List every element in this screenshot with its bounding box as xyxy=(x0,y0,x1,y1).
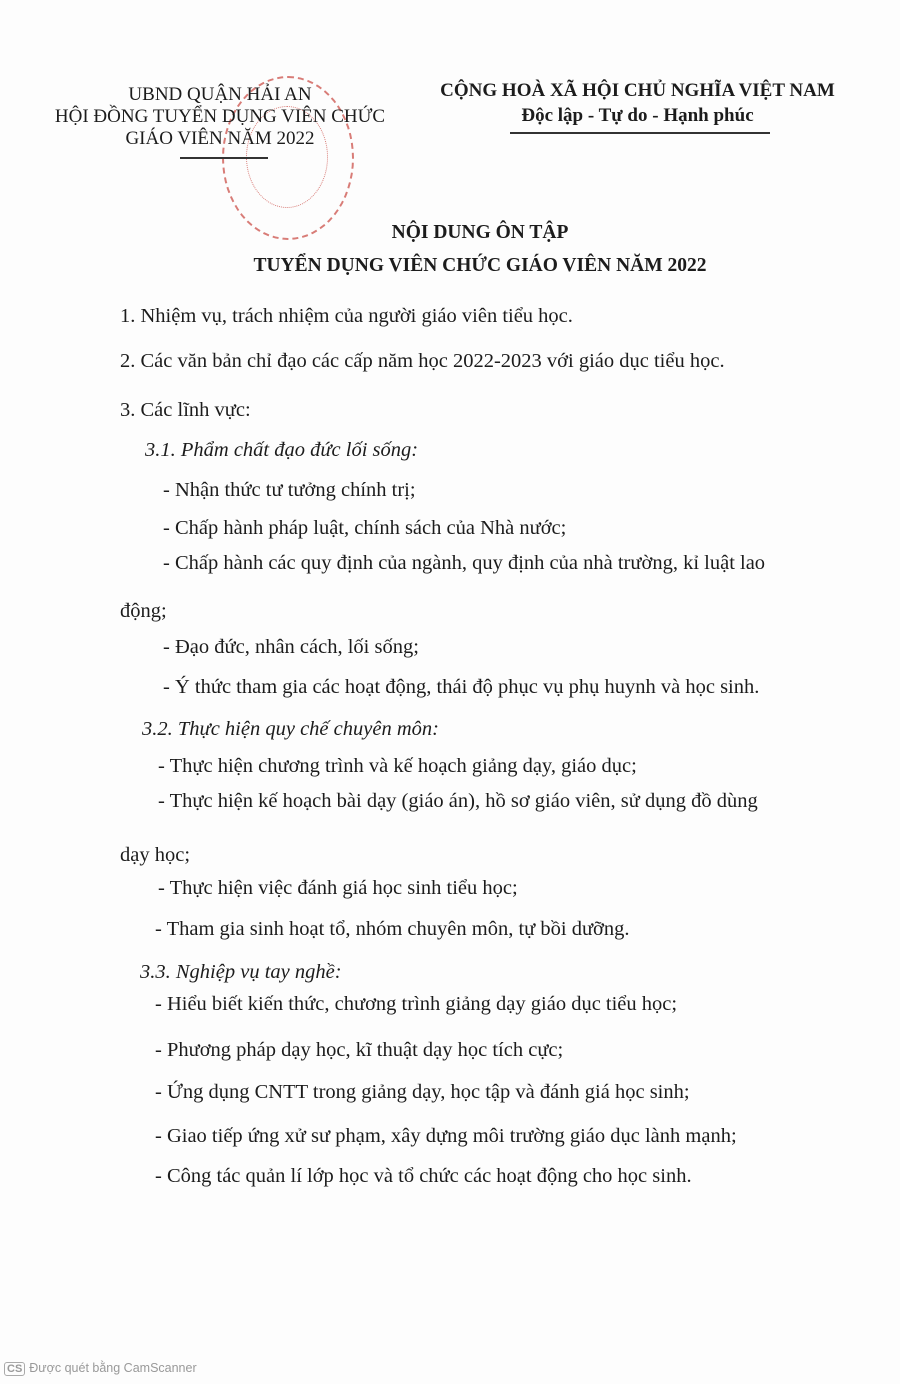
content-line: - Hiểu biết kiến thức, chương trình giảng dạy giáo dục tiểu học; xyxy=(155,993,678,1015)
content-line: - Chấp hành các quy định của ngành, quy định của nhà trường, kỉ luật lao xyxy=(163,552,766,574)
title-line-2: TUYỂN DỤNG VIÊN CHỨC GIÁO VIÊN NĂM 2022 xyxy=(253,255,707,276)
national-title: CỘNG HOÀ XÃ HỘI CHỦ NGHĨA VIỆT NAM xyxy=(440,80,835,101)
header-left xyxy=(40,84,400,150)
header-left-underline xyxy=(180,157,268,159)
council-name: HỘI ĐỒNG TUYỂN DỤNG VIÊN CHỨC xyxy=(54,106,386,127)
camscanner-logo-icon: CS xyxy=(4,1362,25,1376)
content-line: - Phương pháp dạy học, kĩ thuật dạy học tích cực; xyxy=(155,1039,564,1061)
content-line: - Công tác quản lí lớp học và tổ chức các hoạt động cho học sinh. xyxy=(155,1165,692,1187)
content-line: - Ý thức tham gia các hoạt động, thái độ phục vụ phụ huynh và học sinh. xyxy=(163,676,760,698)
header-right-underline xyxy=(510,132,770,134)
content-line: - Chấp hành pháp luật, chính sách của Nhà nước; xyxy=(163,517,567,539)
agency-name: UBND QUẬN HẢI AN xyxy=(128,84,312,105)
content-line: - Giao tiếp ứng xử sư phạm, xây dựng môi trường giáo dục lành mạnh; xyxy=(155,1125,737,1147)
content-line: dạy học; xyxy=(120,844,191,866)
content-line: - Thực hiện kế hoạch bài dạy (giáo án), hồ sơ giáo viên, sử dụng đồ dùng xyxy=(158,790,758,812)
content-line: động; xyxy=(120,600,167,622)
content-line: - Đạo đức, nhân cách, lối sống; xyxy=(163,636,419,658)
content-line: - Nhận thức tư tưởng chính trị; xyxy=(163,479,416,501)
content-line: - Ứng dụng CNTT trong giảng dạy, học tập và đánh giá học sinh; xyxy=(155,1081,690,1103)
document-title xyxy=(180,222,780,277)
content-line: - Tham gia sinh hoạt tổ, nhóm chuyên môn, tự bồi dưỡng. xyxy=(155,918,630,940)
camscanner-footer xyxy=(4,1361,197,1376)
title-line-1: NỘI DUNG ÔN TẬP xyxy=(391,222,569,243)
section-heading: 3.1. Phẩm chất đạo đức lối sống: xyxy=(145,439,419,461)
council-year: GIÁO VIÊN NĂM 2022 xyxy=(125,128,315,149)
header-right xyxy=(425,80,850,127)
section-heading: 3.2. Thực hiện quy chế chuyên môn: xyxy=(142,718,439,740)
content-line: 2. Các văn bản chỉ đạo các cấp năm học 2022-2023 với giáo dục tiểu học. xyxy=(120,350,725,372)
content-line: - Thực hiện việc đánh giá học sinh tiểu học; xyxy=(158,877,518,899)
footer-text: Được quét bằng CamScanner xyxy=(29,1361,197,1375)
national-motto: Độc lập - Tự do - Hạnh phúc xyxy=(521,105,754,126)
content-line: 3. Các lĩnh vực: xyxy=(120,399,251,421)
content-line: 1. Nhiệm vụ, trách nhiệm của người giáo viên tiểu học. xyxy=(120,305,573,327)
content-line: - Thực hiện chương trình và kế hoạch giảng dạy, giáo dục; xyxy=(158,755,637,777)
section-heading: 3.3. Nghiệp vụ tay nghề: xyxy=(140,961,342,983)
